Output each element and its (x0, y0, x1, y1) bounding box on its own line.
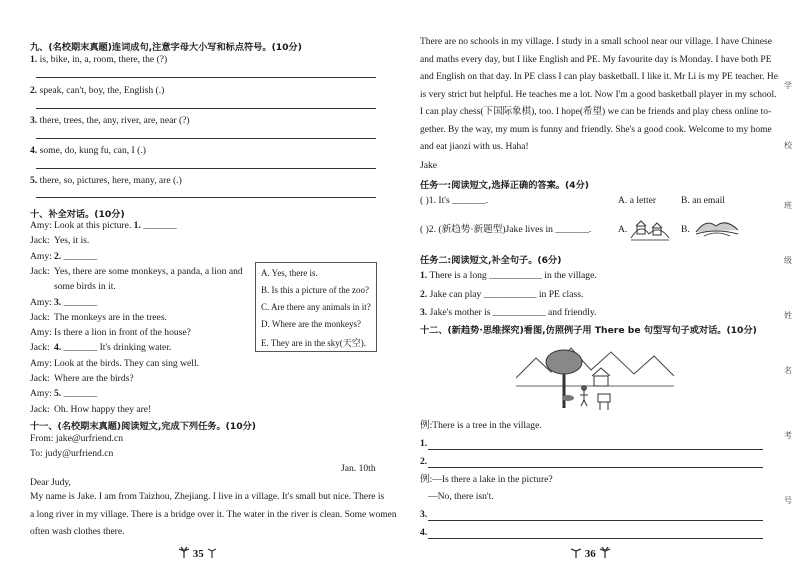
task1-q2-option-b[interactable]: B. (681, 224, 690, 235)
blank-number: 3. (54, 296, 62, 308)
palm-tree-icon (178, 546, 190, 558)
task1-q2: ( )2. (新趋势·新题型)Jake lives in _______. (420, 224, 592, 235)
answer-line[interactable] (36, 77, 376, 78)
page-number: 35 (178, 546, 217, 560)
speaker: Jack: (30, 235, 50, 247)
speaker: Amy: (30, 357, 52, 369)
answer-3-label: 3. (420, 509, 428, 520)
dialogue-line (30, 281, 116, 293)
email-date: Jan. 10th (341, 463, 376, 474)
left-page (0, 0, 397, 566)
answer-line[interactable] (428, 449, 763, 450)
dialogue-text: Oh. How happy they are! (54, 403, 152, 415)
dialogue-text: Look at the birds. They can sing well. (54, 357, 200, 369)
task1-q1-option-a[interactable]: A. a letter (618, 195, 657, 206)
dialogue-text: Where are the birds? (54, 373, 134, 384)
speaker: Jack: (30, 403, 50, 415)
river-bridge-picture-icon (694, 214, 740, 240)
dialogue-text: Yes, it is. (54, 235, 90, 247)
answer-line[interactable] (428, 467, 763, 468)
email-greeting: Dear Judy, (30, 477, 71, 488)
dialogue-text: Yes, there are some monkeys, a panda, a lion and (54, 265, 243, 277)
task1-q1: ( )1. It's _______. (420, 195, 489, 206)
dialogue-text: some birds in it. (54, 281, 116, 293)
village-picture-icon (629, 212, 671, 242)
dialogue-line (30, 358, 199, 370)
email-signature: Jake (420, 160, 438, 171)
task1-q1-option-b[interactable]: B. an email (681, 195, 725, 206)
speaker: Amy: (30, 220, 52, 231)
speaker: Jack: (30, 373, 50, 384)
speaker: Jack: (30, 342, 50, 354)
dialogue-line (30, 251, 97, 263)
email-paragraph-continued: There are no schools in my village. I study in a small school near our village. I have Chinese and maths every day, but I like English and PE. My favourite day is Monday. I have both PE and English on that day. In PE class I can play basketball. I like it. Mr Li is my PE teacher. He is very strict but helpful. He teaches me a lot. Now I'm a good basketball player in my school. I can play chess(下国际象棋), too. I hope(希望) we can be friends and play chess online to- gether. By the way, my mum is funny and friendly. She's a good cook. Welcome to my home and eat jiaozi with us. Haha! (420, 37, 778, 152)
email-paragraph: My name is Jake. I am from Taizhou, Zhejiang. I live in a village. It's small but nice. There is a long river in my village. There is a bridge over it. The water in the river is clean. Some women often wash clothes there. (30, 492, 397, 537)
answer-line[interactable] (428, 520, 763, 521)
task1-q2-option-a[interactable]: A. (618, 224, 628, 235)
blank-number: 1. (133, 220, 141, 231)
blank[interactable]: _______ (140, 220, 177, 231)
answer-1-label: 1. (420, 438, 428, 449)
speaker: Amy: (30, 296, 52, 308)
option-c: C. Are there any animals in it? (261, 302, 371, 312)
blank[interactable]: _______ (61, 250, 98, 262)
sec9-item-3: 3. there, trees, the, any, river, are, near (?) (30, 115, 190, 126)
sec9-item-1: 1. is, bike, in, a, room, there, the (?) (30, 54, 168, 65)
email-from: From: jake@urfriend.cn (30, 433, 124, 444)
sec9-item-2: 2. speak, can't, boy, the, English (.) (30, 85, 165, 96)
answer-line[interactable] (36, 168, 376, 169)
palm-tree-icon (599, 546, 611, 558)
blank-number: 4. (54, 342, 62, 354)
example-2-answer: —No, there isn't. (428, 491, 494, 502)
dialogue-text: Is there a lion in front of the house? (54, 327, 191, 339)
blank-number: 2. (54, 250, 62, 262)
right-page (398, 0, 778, 566)
option-a: A. Yes, there is. (261, 268, 318, 278)
page-number: 36 (570, 546, 611, 560)
blank-number: 5. (54, 388, 62, 400)
speaker: Amy: (30, 327, 52, 339)
example-1: 例:There is a tree in the village. (420, 420, 542, 431)
speaker: Amy: (30, 388, 52, 400)
sec9-item-4: 4. some, do, kung fu, can, I (.) (30, 145, 146, 156)
blank[interactable]: _______ (61, 296, 98, 308)
option-d: D. Where are the monkeys? (261, 319, 362, 329)
task2-item-2: 2. Jake can play ___________ in PE class. (420, 289, 584, 300)
speaker: Amy: (30, 250, 52, 262)
blank[interactable]: _______ (61, 388, 98, 400)
email-to: To: judy@urfriend.cn (30, 448, 114, 459)
dialogue-line (30, 404, 151, 416)
answer-line[interactable] (428, 538, 763, 539)
binding-margin-labels: 学 校 班 级 姓 名 考 号 (784, 81, 792, 505)
option-e: E. They are in the sky(天空). (261, 338, 367, 348)
answer-line[interactable] (36, 138, 376, 139)
task-1-title: 任务一:阅读短文,选择正确的答案。(4分) (420, 180, 589, 191)
dialogue-line (30, 266, 243, 278)
task2-item-1: 1. There is a long ___________ in the village. (420, 270, 597, 281)
section-9-title: 九、(名校期末真题)连词成句,注意字母大小写和标点符号。(10分) (30, 42, 302, 53)
speaker: Jack: (30, 265, 50, 277)
section-11-title: 十一、(名校期末真题)阅读短文,完成下列任务。(10分) (30, 421, 257, 432)
dialogue-line (30, 327, 191, 339)
village-scene-picture (516, 338, 674, 418)
task-2-title: 任务二:阅读短文,补全句子。(6分) (420, 255, 562, 266)
task2-item-3: 3. Jake's mother is ___________ and friendly. (420, 307, 597, 318)
answer-2-label: 2. (420, 456, 428, 467)
options-box (255, 262, 377, 352)
sec9-item-5: 5. there, so, pictures, here, many, are (.) (30, 175, 182, 186)
dialogue-text: Look at this picture. (54, 220, 134, 231)
answer-4-label: 4. (420, 527, 428, 538)
dialogue-text: The monkeys are in the trees. (54, 311, 167, 323)
dialogue-line (30, 297, 97, 309)
option-b: B. Is this a picture of the zoo? (261, 285, 369, 295)
section-10-title: 十、补全对话。(10分) (30, 209, 125, 220)
dialogue-line (30, 388, 97, 400)
blank[interactable]: _______ It's drinking water. (61, 342, 172, 354)
dialogue-line (30, 312, 167, 324)
dialogue-line (30, 220, 177, 232)
palm-tree-icon (207, 546, 217, 558)
dialogue-line (30, 373, 134, 385)
dialogue-line (30, 342, 171, 354)
palm-tree-icon (570, 546, 582, 558)
answer-line[interactable] (36, 108, 376, 109)
section-12-title: 十二、(新趋势·思维探究)看图,仿照例子用 There be 句型写句子或对话。(10分) (420, 325, 757, 336)
speaker: Jack: (30, 311, 50, 323)
dialogue-line (30, 235, 89, 247)
example-2-question: 例:—Is there a lake in the picture? (420, 474, 553, 485)
answer-line[interactable] (36, 197, 376, 198)
